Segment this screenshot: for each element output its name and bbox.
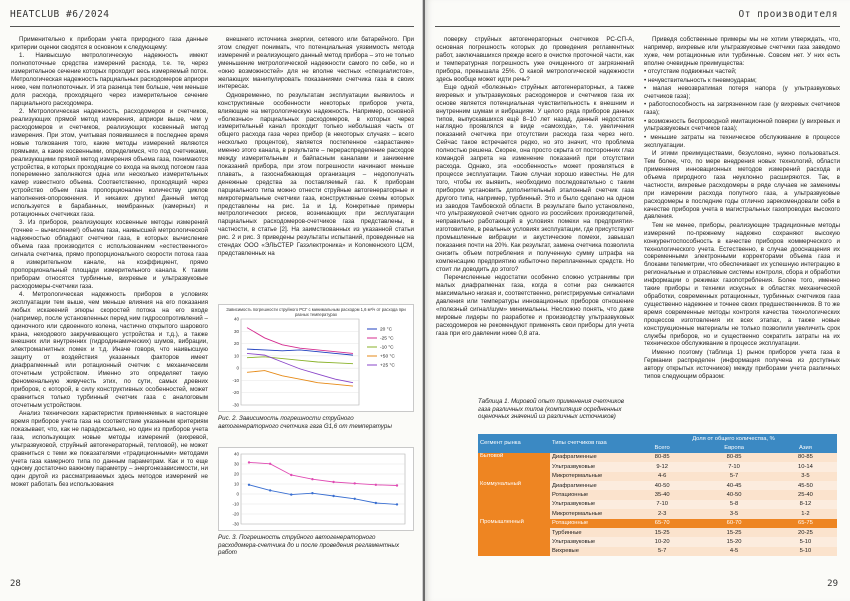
y-tick-label: 10 <box>233 481 239 487</box>
y-tick-label: 20 <box>233 471 239 477</box>
segment-cell: Коммунальный <box>478 481 550 519</box>
figure-3-caption: Рис. 3. Погрешность струйного автогенераторного расходомера-счетчика до и после проведения регламентных работ <box>218 534 400 557</box>
type-cell: Ультразвуковые <box>550 500 630 509</box>
data-point <box>269 463 271 465</box>
all-cell: 5-7 <box>630 547 694 556</box>
text-column-4 <box>644 36 840 381</box>
y-tick-label: -10 <box>232 377 239 383</box>
asia-cell: 5-10 <box>774 537 837 546</box>
figure-3-plot <box>219 448 413 530</box>
all-cell: 65-70 <box>630 519 694 528</box>
gas-meter-market-table <box>478 434 837 556</box>
europe-cell: 15-25 <box>694 528 774 537</box>
plot-area <box>241 319 359 405</box>
type-cell: Микротермальные <box>550 509 630 518</box>
y-tick-label: 0 <box>236 365 239 371</box>
y-tick-label: 40 <box>233 316 239 322</box>
europe-cell: 40-45 <box>694 481 774 490</box>
figure-2-chart <box>218 304 414 412</box>
paragraph: Именно поэтому (таблица 1) рынок приборов учета газа в Германии распределен (информация получена из доступных автору открытых источников) между приборами учета различных типов следующим образом: <box>644 348 840 380</box>
europe-cell: 40-50 <box>694 490 774 499</box>
type-cell: Ультразвуковые <box>550 537 630 546</box>
paragraph: Еще одной «болезнью» струйных автогенераторных, а также вихревых и ультразвуковых расходомеров и счетчиков газа их основе является потенциальная чувствительность к внешним и внутренним шумам и вибрациям. У целого ряда приборов данных типов, выпускавшихся ещё 8–10 лет назад, данный недостаток наглядно проявлялся в виде «самохода», т.е. увеличения показаний счетчика при отсутствии расхода газа через него. Сейчас такое встречается редко, но это значит, что проблема полностью решена. Скорее, она просто скрыта от посторонних глаз командой запрета на изменение показаний при отсутствии расхода. Однако, эта «особенность» может проявляться в процессе эксплуатации. Такие случаи хорошо известны. Не для того, чтобы их выявить, необходимо последовательно с таким прибором установить дополнительный эталонный счетчик газа другого типа, например, турбинный. Это и было сделано на одном из заводов Тамбовской области. В результате было установлено, что ультразвуковой счетчик одного из российских производителей, неправильно работающий в условиях помехи на предприятии-изготовителе, в реальных условиях эксплуатации, где присутствуют промышленные вибрации и акустические помехи, завышал показания почти на 20%. Как результат, замена счетчика позволила снизить объем потребления и полученную сумму штрафа на компенсацию предприятию избыточно переплаченных средств. Но стоит ли доводить до этого? <box>436 83 635 273</box>
paragraph: внешнего источника энергии, сетевого или батарейного. При этом следует понимать, что потенциальная уязвимость метода измерений и реализующего данный метод прибора – это не только уменьшение метрологической надежности самого по себе, но и «окно возможностей» для не вполне честных «специалистов», желающих манипулировать показаниями счетчика газа в своих интересах. <box>218 36 414 91</box>
y-tick-label: -10 <box>232 501 239 507</box>
y-tick-label: 30 <box>233 328 239 334</box>
asia-cell: 80-85 <box>774 453 837 462</box>
text-column-1 <box>11 36 208 490</box>
list-item: • меньшие затраты на техническое обслуживание в процессе эксплуатации. <box>644 133 840 149</box>
paragraph: И этими преимуществами, безусловно, нужно пользоваться. Тем более, что, по мере внедрения новых технологий, области применения инновационных методов измерений расхода и объема природного газа неуклонно расширяются. Так, в частности, вихревые расходомеры в ряде случаев не заменимы при измерении расхода попутного газа, а ультразвуковые расходомеры в последние годы отлично зарекомендовали себя в качестве приборов учета в магистральных газопроводах высокого давления. <box>644 150 840 221</box>
page-number-left: 28 <box>10 579 21 589</box>
europe-cell: 5-8 <box>694 500 774 509</box>
header-type: Типы счетчиков газа <box>550 434 630 453</box>
europe-cell: 7-10 <box>694 462 774 471</box>
figure-2-caption: Рис. 2. Зависимость погрешности струйного автогенераторного счетчика газа G1,6 от температуры <box>218 415 392 430</box>
asia-cell: 3-5 <box>774 472 837 481</box>
asia-cell: 65-75 <box>774 519 837 528</box>
figure-3-chart <box>218 447 414 531</box>
all-cell: 9-12 <box>630 462 694 471</box>
header-rule <box>435 26 840 27</box>
data-point <box>354 482 356 484</box>
left-page <box>0 0 423 601</box>
text-column-3 <box>436 36 634 338</box>
paragraph: Одновременно, по результатам эксплуатации выявилось и конструктивные особенности некоторых приборов учета, влияющие на метрологическую надежность. Например, основной «болезнью» парциальных расходомеров, в которых через измерительный канал проходит только небольшая часть от общего расхода газа через прибор (в некоторых случаях – всего несколько процентов), является постепенное «зарастание» именно этого канала, в результате – перераспределение расходов между измерительным и байпасным каналами и занижение показаний прибора, при этом погрешности начинают меньше плавать, а газоснабжающая организация – недополучать денежные средства за поставляемый газ. К приборам парциального типа можно отнести струйные автогенераторные и микротермальные счетчики газа, конструктивные схемы которых представлены на рис. 1а и 1д. Конкретные примеры метрологических рисков, возникающих при эксплуатации парциальных расходомеров-счетчиков газа представлены, в частности, в статье [2]. На заимствованных из указанной статьи рис. 2 и рис. 3 приведены результаты испытаний, проведенные на стендах ООО «ЭЛЬСТЕР Газэлектроника» и Коломенского ЦСМ, представленных на <box>218 91 414 257</box>
all-cell: 15-25 <box>630 528 694 537</box>
data-point <box>396 484 398 486</box>
paragraph: поверку струйных автогенераторных счетчиков РС-СП-А, основная погрешность которых до проведения регламентных работ, заключавшихся прежде всего в очистке проточной части, как и температурная погрешность уже очищенного от загрязнений прибора, превышала 25%. О какой метрологической надежности здесь вообще может идти речь? <box>436 36 634 83</box>
europe-cell: 3-5 <box>694 509 774 518</box>
data-point <box>332 495 334 497</box>
text-column-2 <box>218 36 414 258</box>
page-number-right: 29 <box>827 579 838 589</box>
segment-cell: Бытовой <box>478 453 550 481</box>
header-asia: Азия <box>774 443 837 452</box>
y-tick-label: 10 <box>233 353 239 359</box>
paragraph: Приведя собственные примеры мы не хотим утверждать, что, например, вихревые или ультразвуковые счетчики газа заведомо хуже, чем ротационные или турбинные. Совсем нет. У них есть вполне очевидные преимущества: <box>644 36 840 67</box>
type-cell: Диафрагменные <box>550 481 630 490</box>
all-cell: 40-50 <box>630 481 694 490</box>
y-tick-label: -30 <box>232 521 239 527</box>
header-share: Доля от общего количества, % <box>630 434 837 443</box>
table-body <box>478 453 837 556</box>
y-tick-label: 20 <box>233 341 239 347</box>
data-point <box>396 503 398 505</box>
data-point <box>290 493 292 495</box>
legend-label: +50 °C <box>380 354 395 360</box>
y-tick-label: -30 <box>232 402 239 408</box>
all-cell: 35-40 <box>630 490 694 499</box>
paragraph: Перечисленные недостатки особенно сложно устранимы при малых диафрагменах газа, когда в сотни раз снижается максимально низкая и, соответственно, регистрируемые сигналами давления или температуры инновационных приборов отношение «полезный сигнал/шум» минимальны. Несложно понять, что даже мировые лидеры по разработке и производству ультразвуковых расходомеров не рекомендуют применять свои приборы для учета газа при его давлении ниже 0,8 ата. <box>436 274 634 337</box>
type-cell: Ротационные <box>550 519 630 528</box>
type-cell: Турбинные <box>550 528 630 537</box>
header-segment: Сегмент рынка <box>478 434 550 453</box>
type-cell: Диафрагменные <box>550 453 630 462</box>
segment-cell: Промышленный <box>478 519 550 557</box>
table-row <box>478 519 837 528</box>
table-1-caption: Таблица 1. Мировой опыт применения счетчиков газа различных типов (компиляция осредненных оценочных значений из различных источников) <box>478 398 624 421</box>
all-cell: 7-10 <box>630 500 694 509</box>
asia-cell: 1-2 <box>774 509 837 518</box>
list-item: • работоспособность на загрязненном газе (у вихревых счетчиков газа); <box>644 101 840 117</box>
figure-2-title: Зависимость погрешности струйного РСГ с минимальным расходом 1,6 м³/ч от расхода при разных температурах <box>226 307 406 317</box>
y-tick-label: 0 <box>236 491 239 497</box>
europe-cell: 15-20 <box>694 537 774 546</box>
paragraph: 4. Метрологическая надежность приборов в условиях эксплуатации тем выше, чем меньше влияния на его показания любых искажений эпюры скоростей потока на его входе (например, после установленных перед ним гидросопротивлений – одиночного или сдвоенного колена, частично открытого шарового крана, неходового закручивающего устройства и т.д.), а также внешних или внутренних (гидродинамических) шумов, вибрации, электромагнитных помех и т.д. Иначе говоря, что наивысшую защиту от воздействия указанных факторов имеет диафрагменный или ротационный счетчик с механическим отсчетным устройством. Именно это определяет такую феноменальную живучесть этих, по сути, самых древних приборов, с которой, в силу конструктивных особенностей, может сравниться только турбинный счетчик газа с аналоговым отсчетным устройством. <box>11 291 208 409</box>
header-europe: Европа <box>694 443 774 452</box>
asia-cell: 45-50 <box>774 481 837 490</box>
data-point <box>375 484 377 486</box>
paragraph: Анализ технических характеристик применяемых в настоящее время приборов учета газа на соответствие указанным критериям показывает, что, как не парадоксально, но один из приборов учета газа, использующих новые методы измерений (вихревой, ультразвуковой, струйный автогенераторный, тепловой), не может сравниться с теми же показателями «традиционными» методами учета газа камерного типа по данным параметрам. Как и то еще одному достаточно важному параметру – энергонезависимости, ни один другой из рассматриваемых здесь методов измерений не может работать без использования <box>11 410 208 489</box>
type-cell: Ротационные <box>550 490 630 499</box>
paragraph: 1. Наивысшую метрологическую надежность имеют полнопоточные средства измерений расхода, т.е. те, через измерительное сечение которых проходит весь измеряемый поток. Метрологическая надежность парциальных расходомеров априори ниже, чем полнопоточных. И эта разница тем больше, чем меньше доля расхода, проходящего через измерительное сечение парциального расходомера. <box>11 52 208 107</box>
header-rule <box>10 26 414 27</box>
legend-label: 20 °C <box>380 327 393 333</box>
europe-cell: 4-5 <box>694 547 774 556</box>
data-point <box>269 489 271 491</box>
y-tick-label: 40 <box>233 451 239 457</box>
figure-2-plot <box>219 305 413 411</box>
asia-cell: 8-12 <box>774 500 837 509</box>
paragraph: Применительно к приборам учета природного газа данные критерии оценки сводятся в основном к следующему: <box>11 36 208 51</box>
table-row <box>478 453 837 462</box>
data-point <box>248 461 250 463</box>
type-cell: Микротермальные <box>550 472 630 481</box>
legend-label: -25 °C <box>380 336 394 342</box>
asia-cell: 5-10 <box>774 547 837 556</box>
paragraph: 3. Из приборов, реализующих косвенные методы измерений (точнее – вычисление!) объема газа, наивысшей метрологической надежностью обладают счетчики газа, в которых вычисление объема газа производится с использованием «естественного» сигнала счетчика, прямо пропорционального скорости потока газа в измерительном канале, на коэффициент, прямо пропорциональный площади измерительного канала. К таким приборам относятся турбинные, вихревые и ультразвуковые расходомеры-счетчики газа. <box>11 219 208 290</box>
europe-cell: 80-85 <box>694 453 774 462</box>
all-cell: 10-20 <box>630 537 694 546</box>
data-point <box>375 502 377 504</box>
asia-cell: 25-40 <box>774 490 837 499</box>
europe-cell: 5-7 <box>694 472 774 481</box>
europe-cell: 60-70 <box>694 519 774 528</box>
section-header: От производителя <box>738 9 838 20</box>
journal-header: HEATCLUB #6/2024 <box>10 9 110 20</box>
data-point <box>290 474 292 476</box>
data-point <box>248 484 250 486</box>
all-cell: 80-85 <box>630 453 694 462</box>
y-tick-label: -20 <box>232 511 239 517</box>
list-item: • нечувствительность к пневмоударам; <box>644 76 757 84</box>
legend-label: +25 °C <box>380 363 395 369</box>
table-row <box>478 481 837 490</box>
data-point <box>354 498 356 500</box>
data-point <box>311 492 313 494</box>
type-cell: Ультразвуковые <box>550 462 630 471</box>
paragraph: Тем не менее, приборы, реализующие традиционные методы измерений по-прежнему надежно сохраняют высокую конкурентоспособность в качестве приборов коммерческого и технологического учета. Естественно, в случае дооснащения их современными электронными корректорами объема газа и блоками телеметрии, что обеспечивает их успешную интеграцию в региональные и отраслевые системы контроля, сбора и обработки информации о режимах газопотребления. Более того, именно такие приборы и техники искусных в областях механической обработки, современных ротационных, турбинных счетчиков газа существенно надежнее и точнее своих предшественников. В то же время современные методы контроля качества технологических процессов изготовления их всех этапах, а также новые конструкционные материалы не только позволили увеличить срок службы приборов, но и существенно сократить затраты на их техническое обслуживание в процессе эксплуатации. <box>644 221 840 348</box>
header-all: Всего <box>630 443 694 452</box>
all-cell: 2-3 <box>630 509 694 518</box>
list-item: • возможность беспроводной имитационной поверки (у вихревых и ультразвуковых счетчиков газа); <box>644 117 840 133</box>
y-tick-label: -20 <box>232 390 239 396</box>
data-point <box>332 481 334 483</box>
y-tick-label: 30 <box>233 461 239 467</box>
list-item: • малая невозвратимая потеря напора (у ультразвуковых счетчиков газа); <box>644 84 840 100</box>
all-cell: 4-6 <box>630 472 694 481</box>
paragraph: 2. Метрологическая надежность, расходомеров и счетчиков, реализующих прямой метод измерения, априори выше, чем у расходомеров и счетчиков, реализующих косвенный метод измерения. При этом, учитывая появившиеся в последнее время новые толкования того, какие методы измерений являются прямыми, а какие косвенными, определимся, что под счетчиками, реализующими прямой метод измерения объема газа, понимаются устройства, в которых проходящие со входа на выход потоком газа попеременно заполняются одна или несколько измерительных камер известного объема. Соответственно, проходящий через устройство объем газа пропорционален количеству циклов наполнения-опорожнения. И никаких других! Данный метод используется в барабанных, мембранных (камерных) и ротационных счетчиках газа. <box>11 108 208 218</box>
legend-label: -10 °C <box>380 345 394 351</box>
asia-cell: 10-14 <box>774 462 837 471</box>
asia-cell: 20-25 <box>774 528 837 537</box>
right-page <box>425 0 850 601</box>
type-cell: Вихревые <box>550 547 630 556</box>
data-point <box>311 478 313 480</box>
list-item: • отсутствие подвижных частей; <box>644 68 737 76</box>
